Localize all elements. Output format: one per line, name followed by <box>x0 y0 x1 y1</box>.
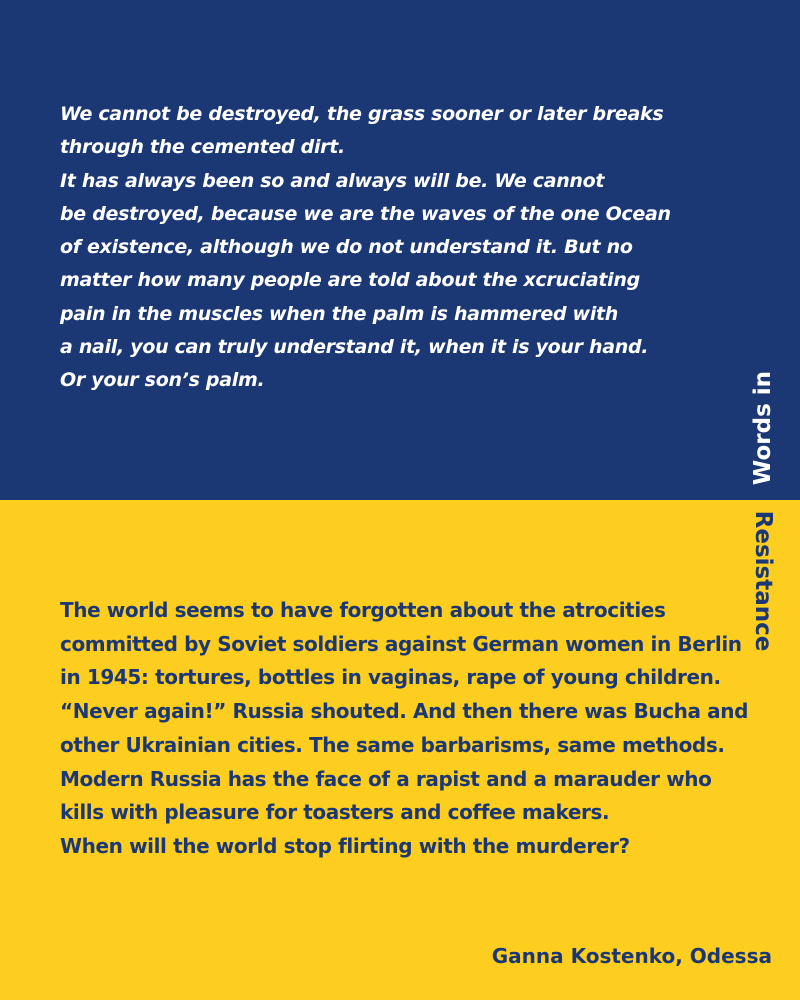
title-words-in: Words in <box>750 370 776 486</box>
top-quote-line: a nail, you can truly understand it, when it is your hand. <box>60 336 649 359</box>
top-quote-line: of existence, although we do not understand it. But no <box>60 236 633 259</box>
bottom-quote <box>60 594 749 864</box>
bottom-quote-line: in 1945: tortures, bottles in vaginas, rape of young children. <box>60 665 721 690</box>
bottom-quote-line: Modern Russia has the face of a rapist and a marauder who <box>60 766 712 791</box>
top-quote-line: matter how many people are told about the xcruciating <box>60 269 640 292</box>
bottom-quote-line: other Ukrainian cities. The same barbarisms, same methods. <box>60 732 725 757</box>
top-quote-line: Or your son’s palm. <box>60 369 265 392</box>
top-quote <box>60 98 700 398</box>
author-credit: Ganna Kostenko, Odessa <box>491 944 772 968</box>
bottom-quote-line: “Never again!” Russia shouted. And then there was Bucha and <box>60 699 749 724</box>
top-quote-line: be destroyed, because we are the waves of the one Ocean <box>60 202 671 225</box>
top-quote-line: We cannot be destroyed, the grass sooner or later breaks <box>60 103 664 125</box>
bottom-quote-line: kills with pleasure for toasters and coffee makers. <box>60 800 610 825</box>
top-quote-line: through the cemented dirt. <box>60 136 345 159</box>
top-quote-line: pain in the muscles when the palm is hammered with <box>60 302 619 325</box>
bottom-quote-line: committed by Soviet soldiers against German women in Berlin <box>60 631 742 656</box>
title-resistance: Resistance <box>750 510 776 652</box>
bottom-quote-line: When will the world stop flirting with the murderer? <box>60 833 630 858</box>
bottom-quote-line: The world seems to have forgotten about the atrocities <box>60 598 666 622</box>
top-quote-line: It has always been so and always will be. We cannot <box>60 169 605 192</box>
